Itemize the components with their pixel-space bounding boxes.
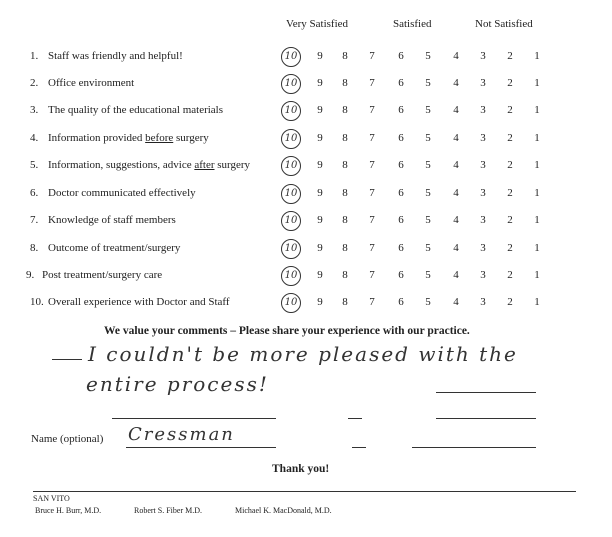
rating-option[interactable]: 5 bbox=[425, 214, 431, 226]
comment-line bbox=[112, 418, 276, 419]
question-row bbox=[0, 132, 612, 152]
rating-option[interactable]: 9 bbox=[317, 242, 323, 254]
rating-option[interactable]: 6 bbox=[398, 132, 404, 144]
rating-option[interactable]: 6 bbox=[398, 214, 404, 226]
comment-line bbox=[436, 392, 536, 393]
rating-option[interactable]: 1 bbox=[534, 269, 540, 281]
question-text-part: Information, suggestions, advice bbox=[48, 159, 195, 171]
question-text-part: surgery bbox=[214, 159, 251, 171]
question-row bbox=[0, 214, 612, 234]
question-text: The quality of the educational materials bbox=[48, 104, 224, 116]
name-label: Name (optional) bbox=[31, 433, 104, 445]
rating-option[interactable]: 8 bbox=[342, 132, 348, 144]
rating-option[interactable]: 1 bbox=[534, 242, 540, 254]
rating-option[interactable]: 8 bbox=[342, 214, 348, 226]
rating-circle-mark[interactable]: 10 bbox=[281, 266, 301, 286]
scale-very-satisfied: Very Satisfied bbox=[286, 18, 349, 30]
rating-option[interactable]: 6 bbox=[398, 159, 404, 171]
rating-option[interactable]: 7 bbox=[369, 132, 375, 144]
rating-option[interactable]: 8 bbox=[342, 159, 348, 171]
handwritten-comment-2[interactable]: entire process! bbox=[86, 372, 269, 396]
rating-option[interactable]: 3 bbox=[480, 77, 486, 89]
comment-line bbox=[436, 418, 536, 419]
rating-circle-mark[interactable]: 10 bbox=[281, 129, 301, 149]
rating-option[interactable]: 9 bbox=[317, 214, 323, 226]
rating-option[interactable]: 9 bbox=[317, 269, 323, 281]
rating-option[interactable]: 9 bbox=[317, 132, 323, 144]
rating-circle-mark[interactable]: 10 bbox=[281, 101, 301, 121]
question-row bbox=[0, 77, 612, 97]
rating-option[interactable]: 1 bbox=[534, 159, 540, 171]
question-row bbox=[0, 50, 612, 70]
rating-option[interactable]: 7 bbox=[369, 269, 375, 281]
rating-option[interactable]: 3 bbox=[480, 104, 486, 116]
rating-option[interactable]: 5 bbox=[425, 159, 431, 171]
rating-option[interactable]: 6 bbox=[398, 242, 404, 254]
question-number: 10. bbox=[30, 296, 44, 308]
footer-doctor: Bruce H. Burr, M.D. bbox=[35, 506, 102, 515]
rating-circle-mark[interactable]: 10 bbox=[281, 184, 301, 204]
question-number: 1. bbox=[30, 50, 39, 62]
rating-option[interactable]: 9 bbox=[317, 77, 323, 89]
question-number: 8. bbox=[30, 242, 39, 254]
rating-option[interactable]: 1 bbox=[534, 132, 540, 144]
rating-circle-mark[interactable]: 10 bbox=[281, 239, 301, 259]
rating-option[interactable]: 1 bbox=[534, 214, 540, 226]
rating-option[interactable]: 7 bbox=[369, 104, 375, 116]
rating-option[interactable]: 2 bbox=[507, 104, 513, 116]
rating-option[interactable]: 3 bbox=[480, 132, 486, 144]
rating-option[interactable]: 3 bbox=[480, 187, 486, 199]
scale-satisfied: Satisfied bbox=[393, 18, 432, 30]
rating-option[interactable]: 2 bbox=[507, 77, 513, 89]
rating-option[interactable]: 9 bbox=[317, 104, 323, 116]
rating-option[interactable]: 9 bbox=[317, 296, 323, 308]
rating-option[interactable]: 1 bbox=[534, 77, 540, 89]
comments-heading: We value your comments – Please share your experience with our practice. bbox=[104, 325, 470, 337]
rating-option[interactable]: 5 bbox=[425, 104, 431, 116]
question-text: Doctor communicated effectively bbox=[48, 187, 196, 199]
rating-option[interactable]: 8 bbox=[342, 187, 348, 199]
rating-option[interactable]: 8 bbox=[342, 77, 348, 89]
rating-option[interactable]: 4 bbox=[453, 50, 459, 62]
rating-option[interactable]: 4 bbox=[453, 242, 459, 254]
rating-option[interactable]: 3 bbox=[480, 159, 486, 171]
question-row bbox=[0, 242, 612, 262]
question-number: 6. bbox=[30, 187, 39, 199]
question-text: Post treatment/surgery care bbox=[42, 269, 163, 281]
question-text: Overall experience with Doctor and Staff bbox=[48, 296, 230, 308]
rating-option[interactable]: 7 bbox=[369, 159, 375, 171]
question-row bbox=[0, 296, 612, 316]
rating-option[interactable]: 4 bbox=[453, 269, 459, 281]
question-text-emphasis: before bbox=[145, 132, 174, 144]
rating-option[interactable]: 9 bbox=[317, 50, 323, 62]
question-row bbox=[0, 269, 612, 289]
thank-you: Thank you! bbox=[272, 463, 330, 475]
question-number: 3. bbox=[30, 104, 39, 116]
name-line-extra bbox=[412, 447, 536, 448]
rating-option[interactable]: 9 bbox=[317, 159, 323, 171]
rating-option[interactable]: 3 bbox=[480, 50, 486, 62]
rating-option[interactable]: 1 bbox=[534, 296, 540, 308]
rating-option[interactable]: 7 bbox=[369, 187, 375, 199]
question-row bbox=[0, 159, 612, 179]
rating-option[interactable]: 7 bbox=[369, 77, 375, 89]
rating-option[interactable]: 6 bbox=[398, 187, 404, 199]
rating-option[interactable]: 2 bbox=[507, 187, 513, 199]
name-line-extra bbox=[352, 447, 366, 448]
rating-option[interactable]: 4 bbox=[453, 104, 459, 116]
rating-circle-mark[interactable]: 10 bbox=[281, 211, 301, 231]
rating-option[interactable]: 2 bbox=[507, 242, 513, 254]
rating-option[interactable]: 8 bbox=[342, 50, 348, 62]
question-text bbox=[48, 159, 250, 171]
question-text: Knowledge of staff members bbox=[48, 214, 176, 226]
rating-option[interactable]: 2 bbox=[507, 296, 513, 308]
rating-option[interactable]: 2 bbox=[507, 214, 513, 226]
rating-option[interactable]: 2 bbox=[507, 132, 513, 144]
rating-option[interactable]: 7 bbox=[369, 50, 375, 62]
scale-not-satisfied: Not Satisfied bbox=[475, 18, 533, 30]
question-row bbox=[0, 187, 612, 207]
rating-option[interactable]: 2 bbox=[507, 159, 513, 171]
question-number: 4. bbox=[30, 132, 39, 144]
rating-option[interactable]: 4 bbox=[453, 132, 459, 144]
name-line bbox=[126, 447, 276, 448]
rating-option[interactable]: 8 bbox=[342, 296, 348, 308]
rating-option[interactable]: 9 bbox=[317, 187, 323, 199]
rating-option[interactable]: 8 bbox=[342, 269, 348, 281]
rating-option[interactable]: 1 bbox=[534, 104, 540, 116]
question-number: 7. bbox=[30, 214, 39, 226]
comment-line bbox=[348, 418, 362, 419]
question-text: Office environment bbox=[48, 77, 135, 89]
rating-option[interactable]: 6 bbox=[398, 77, 404, 89]
footer-doctor: Michael K. MacDonald, M.D. bbox=[235, 506, 332, 515]
rating-option[interactable]: 8 bbox=[342, 242, 348, 254]
comment-line-lead bbox=[52, 359, 82, 360]
rating-option[interactable]: 4 bbox=[453, 159, 459, 171]
rating-option[interactable]: 5 bbox=[425, 187, 431, 199]
footer-divider bbox=[33, 491, 576, 492]
rating-option[interactable]: 6 bbox=[398, 50, 404, 62]
question-row bbox=[0, 104, 612, 124]
name-value[interactable]: Cressman bbox=[128, 424, 235, 445]
handwritten-comment-1[interactable]: I couldn't be more pleased with the bbox=[88, 342, 518, 366]
rating-circle-mark[interactable]: 10 bbox=[281, 156, 301, 176]
rating-option[interactable]: 2 bbox=[507, 269, 513, 281]
rating-option[interactable]: 1 bbox=[534, 50, 540, 62]
rating-option[interactable]: 4 bbox=[453, 296, 459, 308]
rating-circle-mark[interactable]: 10 bbox=[281, 47, 301, 67]
rating-option[interactable]: 5 bbox=[425, 132, 431, 144]
footer-doctor: Robert S. Fiber M.D. bbox=[134, 506, 202, 515]
rating-circle-mark[interactable]: 10 bbox=[281, 293, 301, 313]
question-text-part: Information provided bbox=[48, 132, 146, 144]
rating-option[interactable]: 7 bbox=[369, 296, 375, 308]
question-number: 2. bbox=[30, 77, 39, 89]
rating-option[interactable]: 7 bbox=[369, 242, 375, 254]
rating-option[interactable]: 6 bbox=[398, 269, 404, 281]
rating-option[interactable]: 6 bbox=[398, 296, 404, 308]
question-number: 9. bbox=[26, 269, 35, 281]
rating-option[interactable]: 5 bbox=[425, 50, 431, 62]
rating-option[interactable]: 5 bbox=[425, 242, 431, 254]
rating-option[interactable]: 3 bbox=[480, 214, 486, 226]
rating-option[interactable]: 5 bbox=[425, 269, 431, 281]
question-text-emphasis: after bbox=[194, 159, 215, 171]
rating-option[interactable]: 4 bbox=[453, 214, 459, 226]
rating-option[interactable]: 3 bbox=[480, 269, 486, 281]
question-text: Outcome of treatment/surgery bbox=[48, 242, 181, 254]
rating-option[interactable]: 4 bbox=[453, 77, 459, 89]
question-number: 5. bbox=[30, 159, 39, 171]
rating-option[interactable]: 3 bbox=[480, 242, 486, 254]
question-text bbox=[48, 132, 209, 144]
rating-option[interactable]: 3 bbox=[480, 296, 486, 308]
rating-circle-mark[interactable]: 10 bbox=[281, 74, 301, 94]
rating-option[interactable]: 5 bbox=[425, 296, 431, 308]
question-text-part: surgery bbox=[173, 132, 209, 144]
rating-option[interactable]: 1 bbox=[534, 187, 540, 199]
question-text: Staff was friendly and helpful! bbox=[48, 50, 183, 62]
rating-option[interactable]: 2 bbox=[507, 50, 513, 62]
footer-label: SAN VITO bbox=[33, 494, 70, 503]
rating-option[interactable]: 4 bbox=[453, 187, 459, 199]
rating-option[interactable]: 7 bbox=[369, 214, 375, 226]
rating-option[interactable]: 8 bbox=[342, 104, 348, 116]
rating-option[interactable]: 5 bbox=[425, 77, 431, 89]
rating-option[interactable]: 6 bbox=[398, 104, 404, 116]
